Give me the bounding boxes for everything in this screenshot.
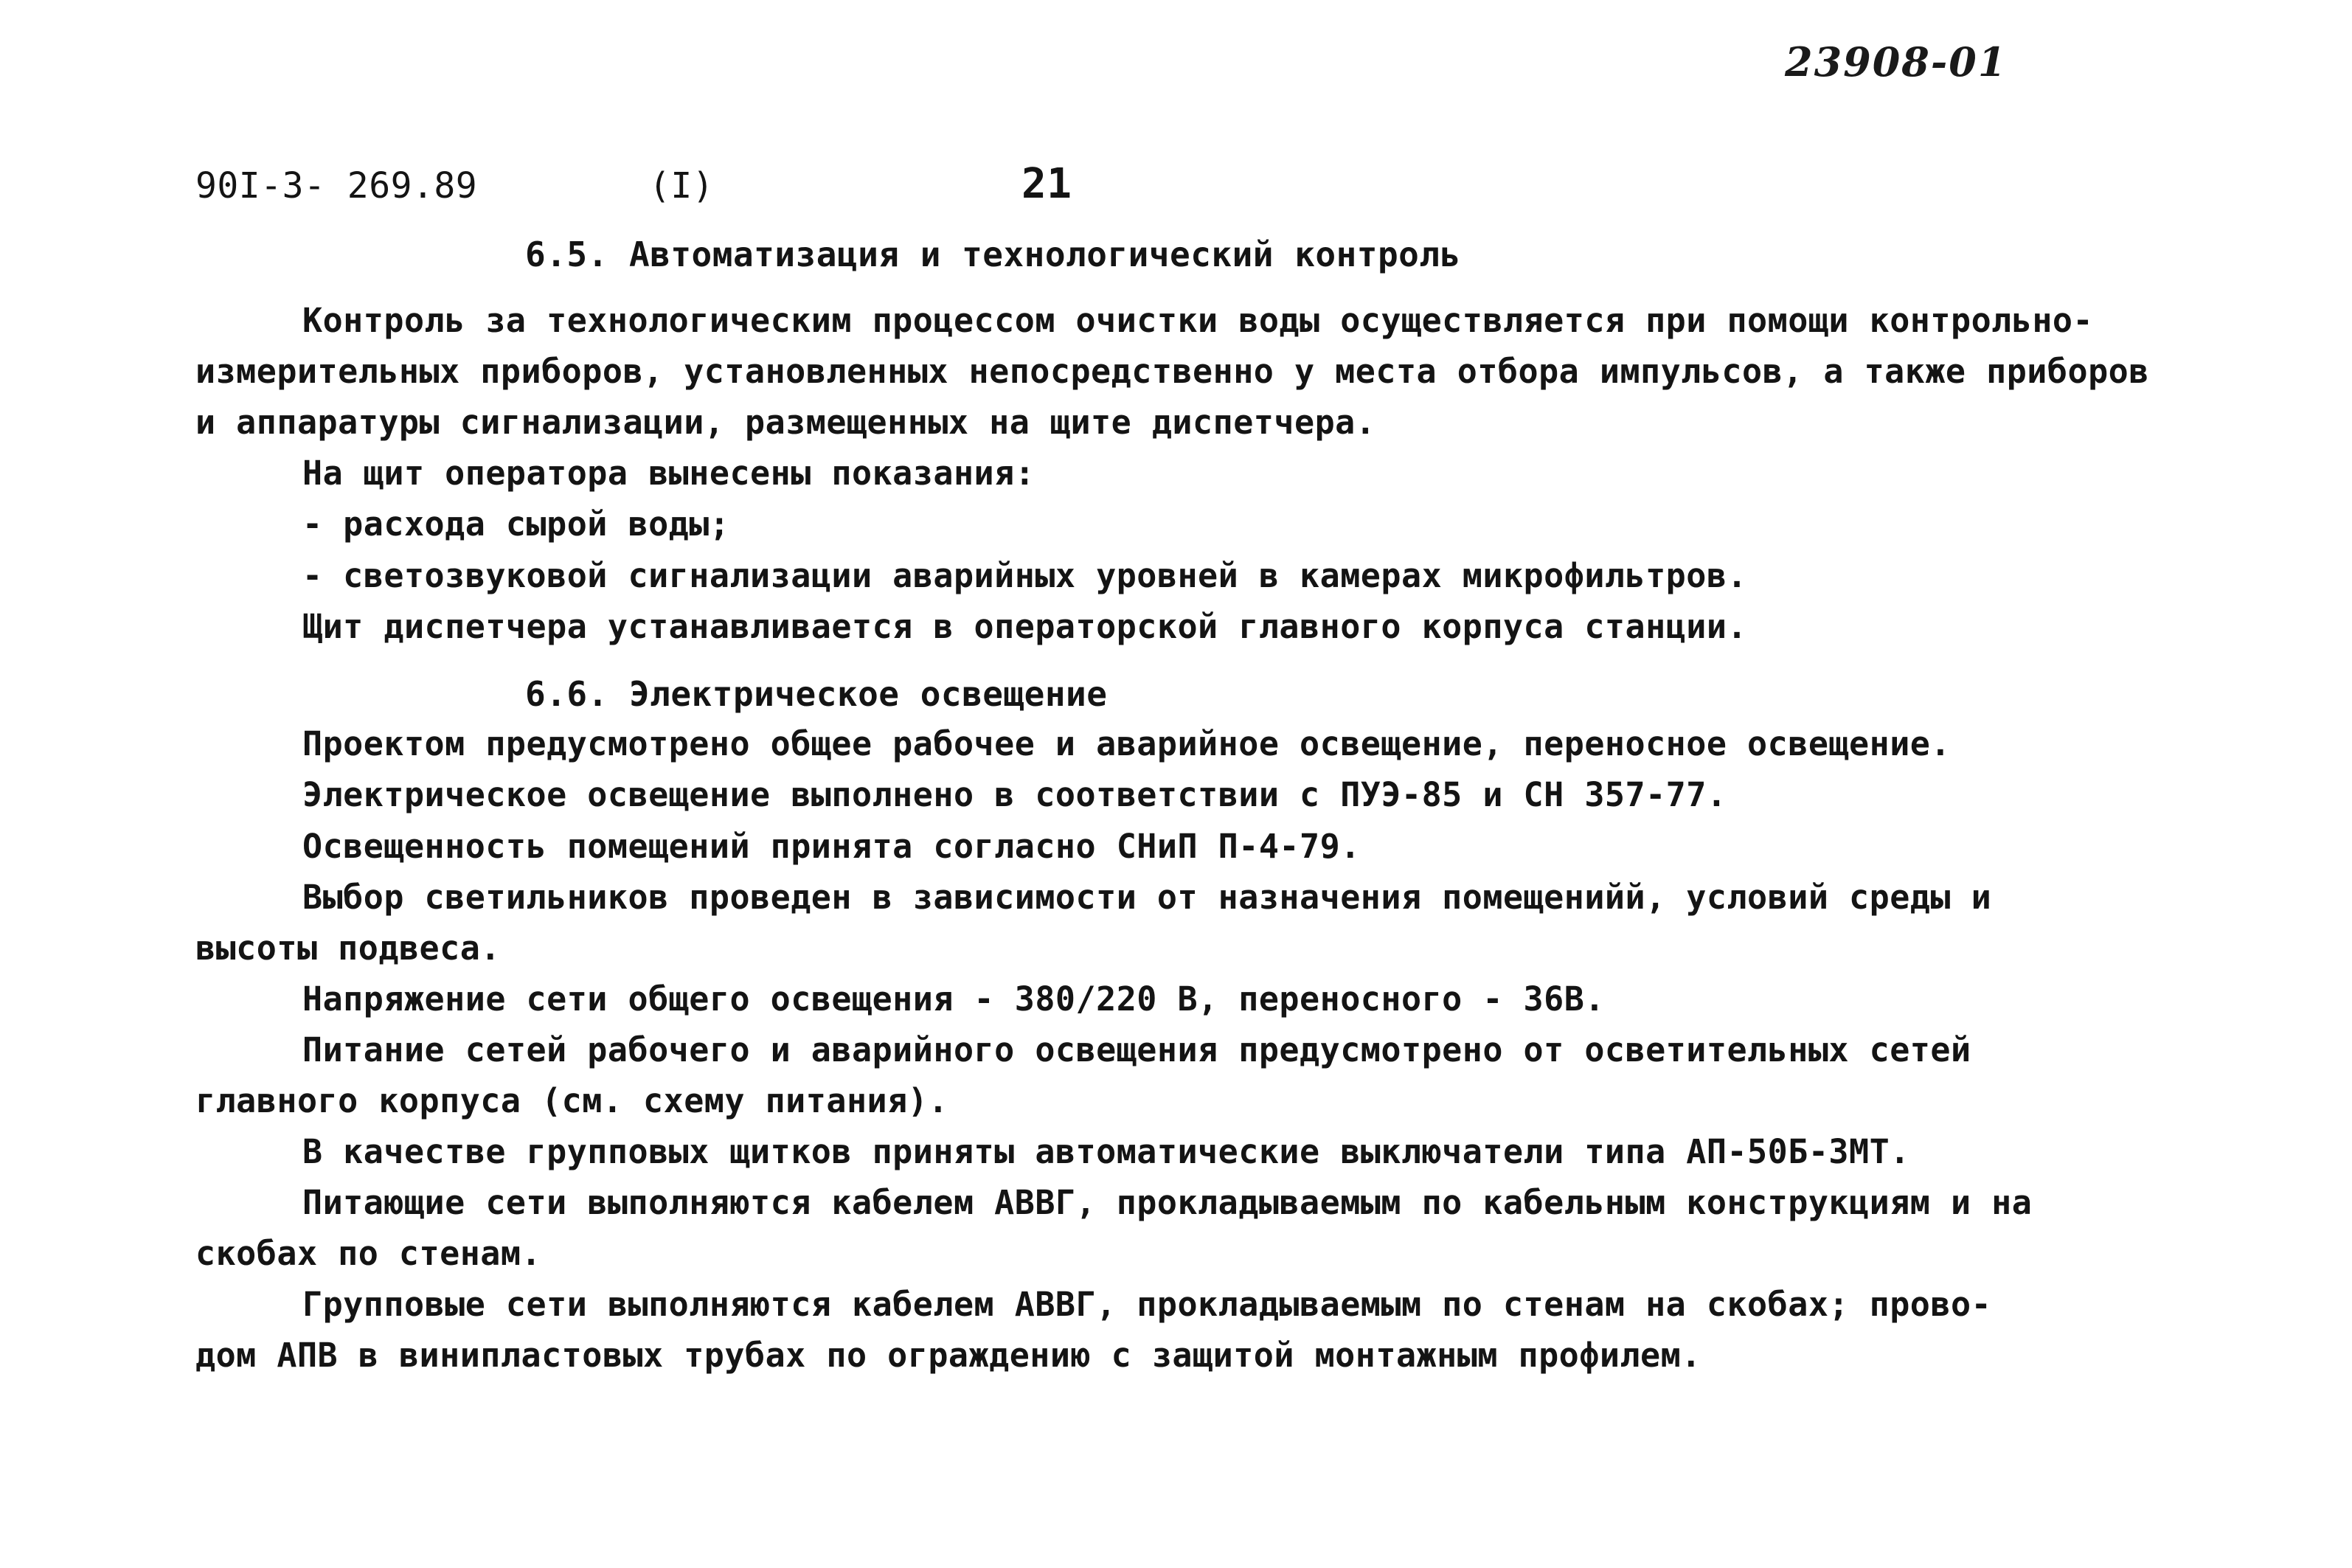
section-6-5-line: На щит оператора вынесены показания:: [302, 454, 1035, 493]
section-6-6-line: главного корпуса (см. схему питания).: [195, 1081, 948, 1120]
handwritten-doc-number: 23908-01: [1785, 38, 2008, 86]
header-code: 90I-3- 269.89: [195, 165, 478, 207]
section-6-5-line: Контроль за технологическим процессом очистки воды осуществляется при помощи контрольно-: [302, 301, 2094, 340]
section-6-6-line: Освещенность помещений принята согласно СНиП П-4-79.: [302, 827, 1361, 866]
section-6-5-line: Щит диспетчера устанавливается в операторской главного корпуса станции.: [302, 607, 1748, 646]
section-6-6-line: В качестве групповых щитков приняты автоматические выключатели типа АП-50Б-3МТ.: [302, 1132, 1910, 1171]
section-6-5-line: - светозвуковой сигнализации аварийных уровней в камерах микрофильтров.: [302, 556, 1748, 595]
section-6-6-line: Напряжение сети общего освещения - 380/220 В, переносного - 36В.: [302, 979, 1605, 1019]
section-6-6-line: Проектом предусмотрено общее рабочее и аварийное освещение, переносное освещение.: [302, 724, 1951, 763]
header-sheet: (I): [649, 165, 715, 207]
section-6-6-line: Питание сетей рабочего и аварийного освещения предусмотрено от осветительных сетей: [302, 1030, 1971, 1069]
section-6-6-line: Выбор светильников проведен в зависимости от назначения помещенийй, условий среды и: [302, 878, 1992, 917]
section-6-5-line: - расхода сырой воды;: [302, 504, 730, 544]
section-6-5-line: измерительных приборов, установленных непосредственно у места отбора импульсов, а также приборов: [195, 352, 2149, 391]
section-6-6-line: Групповые сети выполняются кабелем АВВГ, прокладываемым по стенам на скобах; прово-: [302, 1285, 1992, 1324]
section-6-6-line: Электрическое освещение выполнено в соответствии с ПУЭ-85 и СН 357-77.: [302, 775, 1727, 814]
page-number: 21: [1021, 160, 1072, 208]
section-6-6-line: дом АПВ в винипластовых трубах по ограждению с защитой монтажным профилем.: [195, 1336, 1701, 1375]
section-6-6-heading: 6.6. Электрическое освещение: [525, 674, 1108, 714]
section-6-5-line: и аппаратуры сигнализации, размещенных на щите диспетчера.: [195, 403, 1376, 442]
section-6-6-line: Питающие сети выполняются кабелем АВВГ, прокладываемым по кабельным конструкциям и на: [302, 1183, 2033, 1222]
section-6-6-line: высоты подвеса.: [195, 929, 501, 968]
section-6-5-heading: 6.5. Автоматизация и технологический контроль: [525, 235, 1461, 274]
section-6-6-line: скобах по стенам.: [195, 1234, 542, 1273]
